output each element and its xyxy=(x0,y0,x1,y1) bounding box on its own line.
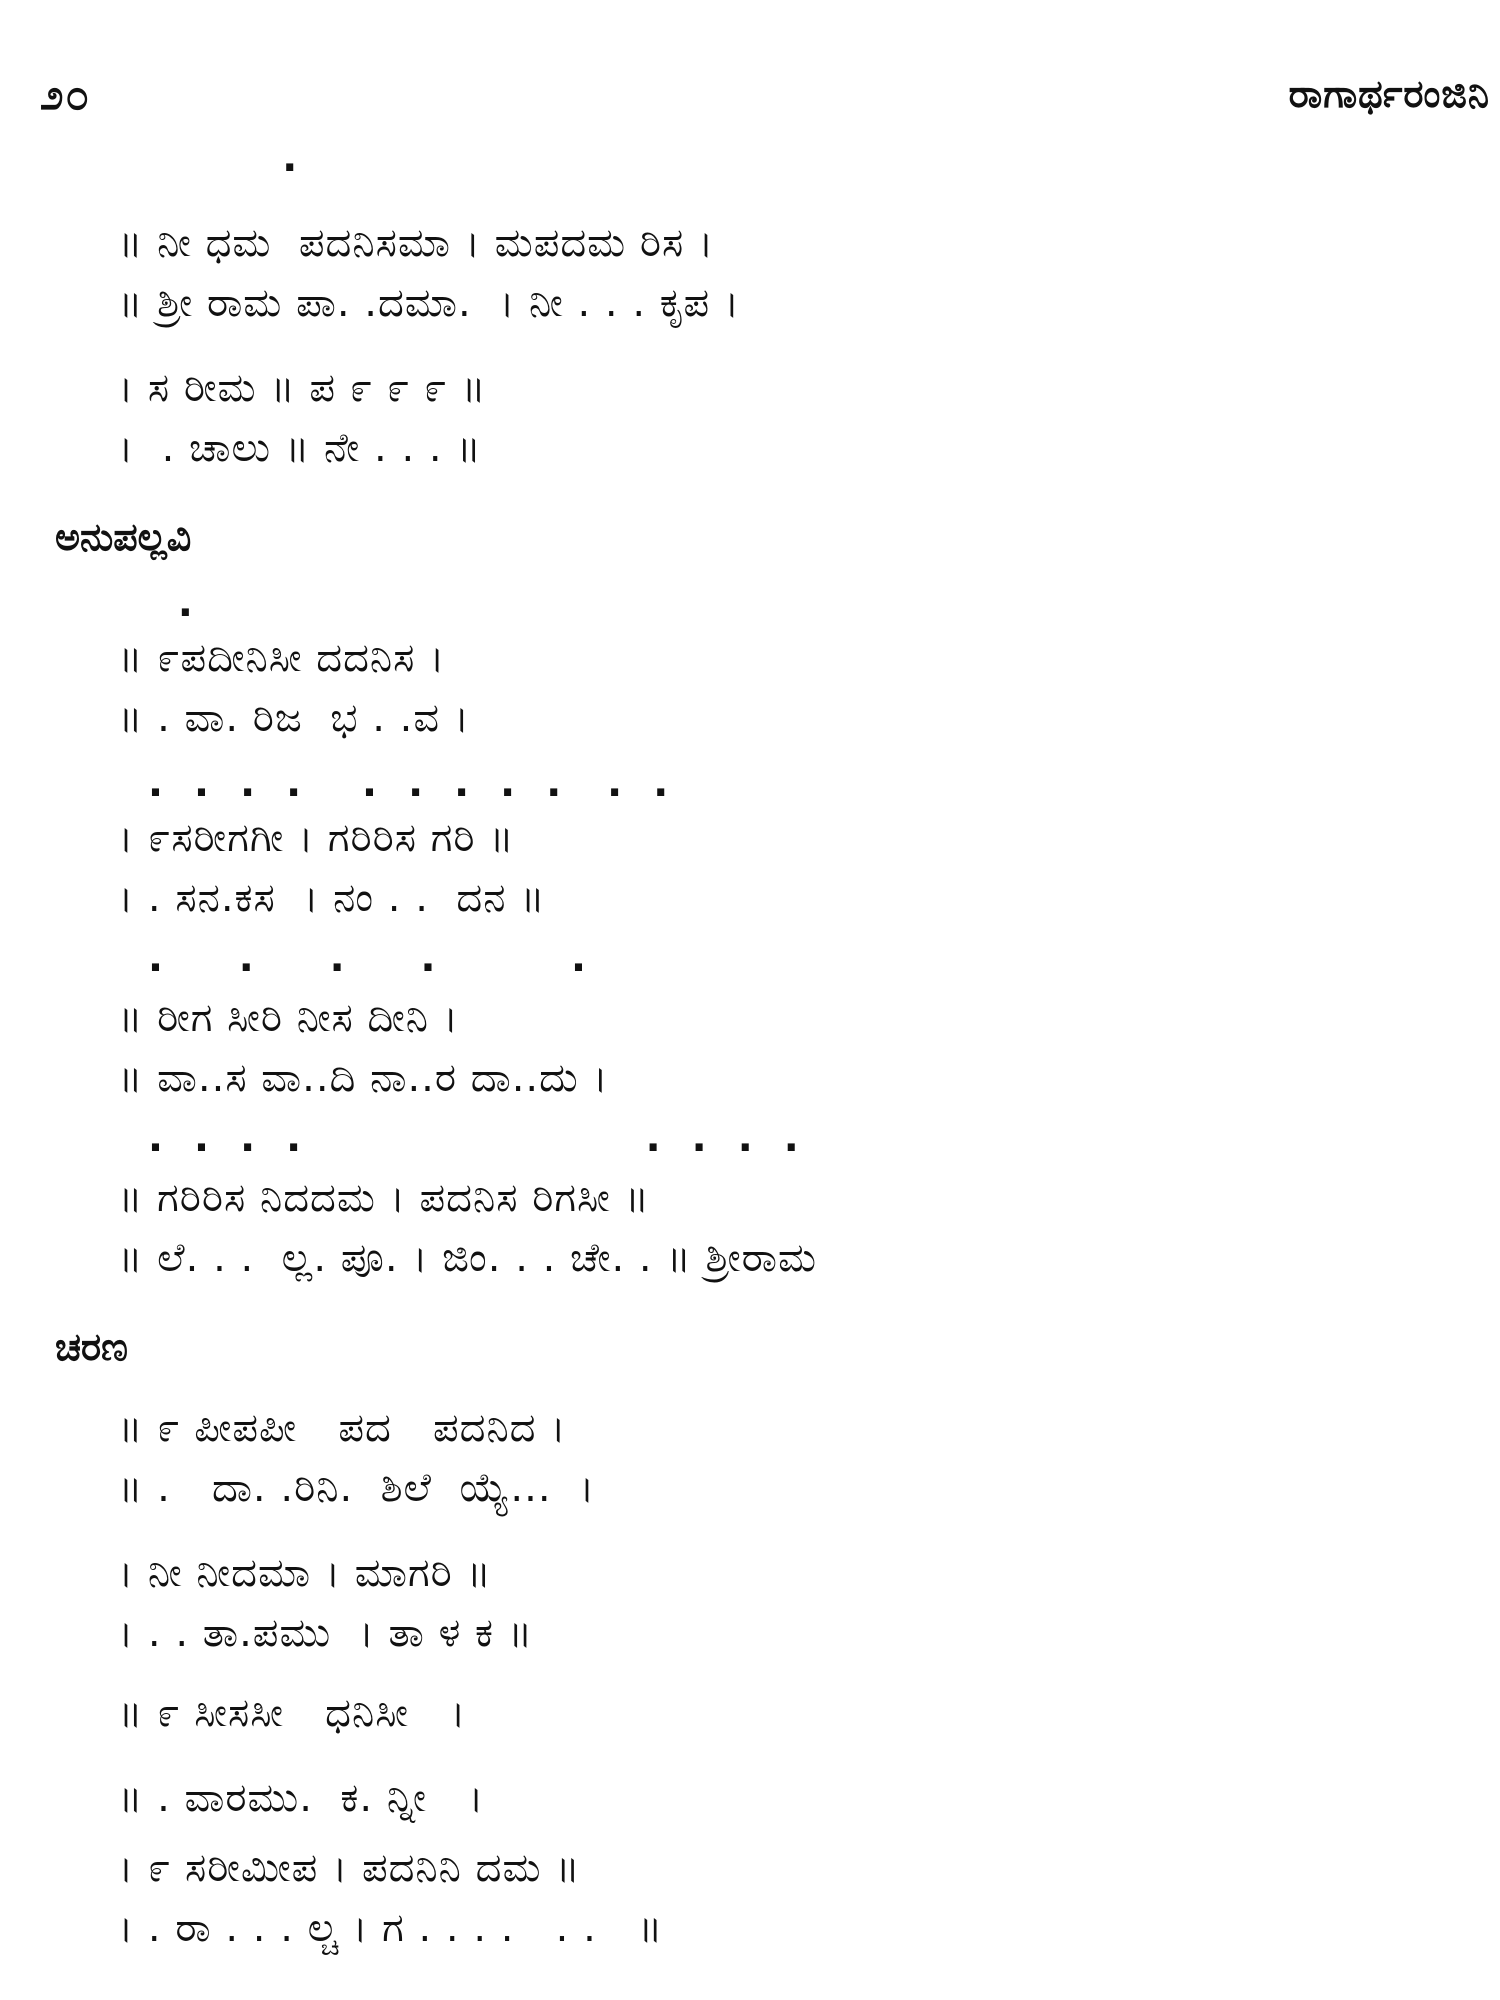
charana-swara-4: । ೯ ಸರೀಮೀಪ । ಪದನಿನಿ ದಮ ॥ xyxy=(118,1845,581,1891)
anupallavi-dots-3: . . . . . xyxy=(118,935,588,981)
charana-swara-3: ॥ ೯ ಸೀಸಸೀ ಧನಿಸೀ । xyxy=(118,1690,467,1736)
charana-swara-2: । ನೀ ನೀದಮಾ । ಮಾಗರಿ ॥ xyxy=(118,1550,492,1596)
anupallavi-swara-1: ॥ ೯ಪದೀನಿಸೀ ದದನಿಸ । xyxy=(118,635,446,681)
charana-sahitya-4: । . ರಾ . . . ಲ್ಚ । ಗ . . . . . . ॥ xyxy=(118,1905,664,1951)
anupallavi-swara-3: ॥ ರೀಗ ಸೀರಿ ನೀಸ ದೀನಿ । xyxy=(118,995,459,1041)
anupallavi-sahitya-2: । . ಸನ.ಕಸ । ನಂ . . ದನ ॥ xyxy=(118,875,546,921)
pallavi-swara-2: । ಸ ರೀಮ ॥ ಪ ೯ ೯ ೯ ॥ xyxy=(118,365,487,411)
anupallavi-sahitya-4: ॥ ಲೆ. . . ಲ್ಲ. ಪೂ. । ಜಿಂ. . . ಚೇ. . ॥ ಶ್ರೀರಾಮ xyxy=(118,1235,817,1281)
pallavi-swara-1: ॥ ನೀ ಧಮ ಪದನಿಸಮಾ । ಮಪದಮ ರಿಸ । xyxy=(118,220,715,266)
anupallavi-dots-2: . . . . . . . . . . . xyxy=(118,760,670,806)
pallavi-sahitya-2: । . ಚಾಲು ॥ ನೇ . . . ॥ xyxy=(118,425,482,471)
anupallavi-swara-2: । ೯ಸರೀಗಗೀ । ಗರಿರಿಸ ಗರಿ ॥ xyxy=(118,815,515,861)
charana-sahitya-3: ॥ . ವಾರಮು. ಕ. ನ್ನೀ । xyxy=(118,1775,485,1821)
anupallavi-swara-4: ॥ ಗರಿರಿಸ ನಿದದಮ । ಪದನಿಸ ರಿಗಸೀ ॥ xyxy=(118,1175,650,1221)
pallavi-sahitya-1: ॥ ಶ್ರೀ ರಾಮ ಪಾ. .ದಮಾ. । ನೀ . . . ಕೃಪ । xyxy=(118,280,741,326)
anupallavi-sahitya-1: ॥ . ವಾ. ರಿಜ ಭ . .ವ । xyxy=(118,695,470,741)
anupallavi-sahitya-3: ॥ ವಾ..ಸ ವಾ..ದಿ ನಾ..ರ ದಾ..ದು । xyxy=(118,1055,609,1101)
charana-sahitya-2: । . . ತಾ.ಪಮು । ತಾ ಳ ಕ ॥ xyxy=(118,1610,534,1656)
charana-swara-1: ॥ ೯ ಪೀಪಪೀ ಪದ ಪದನಿದ । xyxy=(118,1405,567,1451)
section-title-charana: ಚರಣ xyxy=(55,1325,128,1369)
section-title-anupallavi: ಅನುಪಲ್ಲವಿ xyxy=(55,515,192,559)
page-number: ೨೦ xyxy=(40,70,92,119)
pallavi-dots: . xyxy=(118,135,299,181)
running-head: ರಾಗಾರ್ಥರಂಜಿನಿ xyxy=(1288,72,1490,116)
anupallavi-dots-4: . . . . . . . . xyxy=(118,1115,800,1161)
anupallavi-dots-1: . xyxy=(118,580,194,626)
charana-sahitya-1: ॥ . ದಾ. .ರಿನಿ. ಶಿಲೆ ಯ್ಯೆ... । xyxy=(118,1465,596,1511)
